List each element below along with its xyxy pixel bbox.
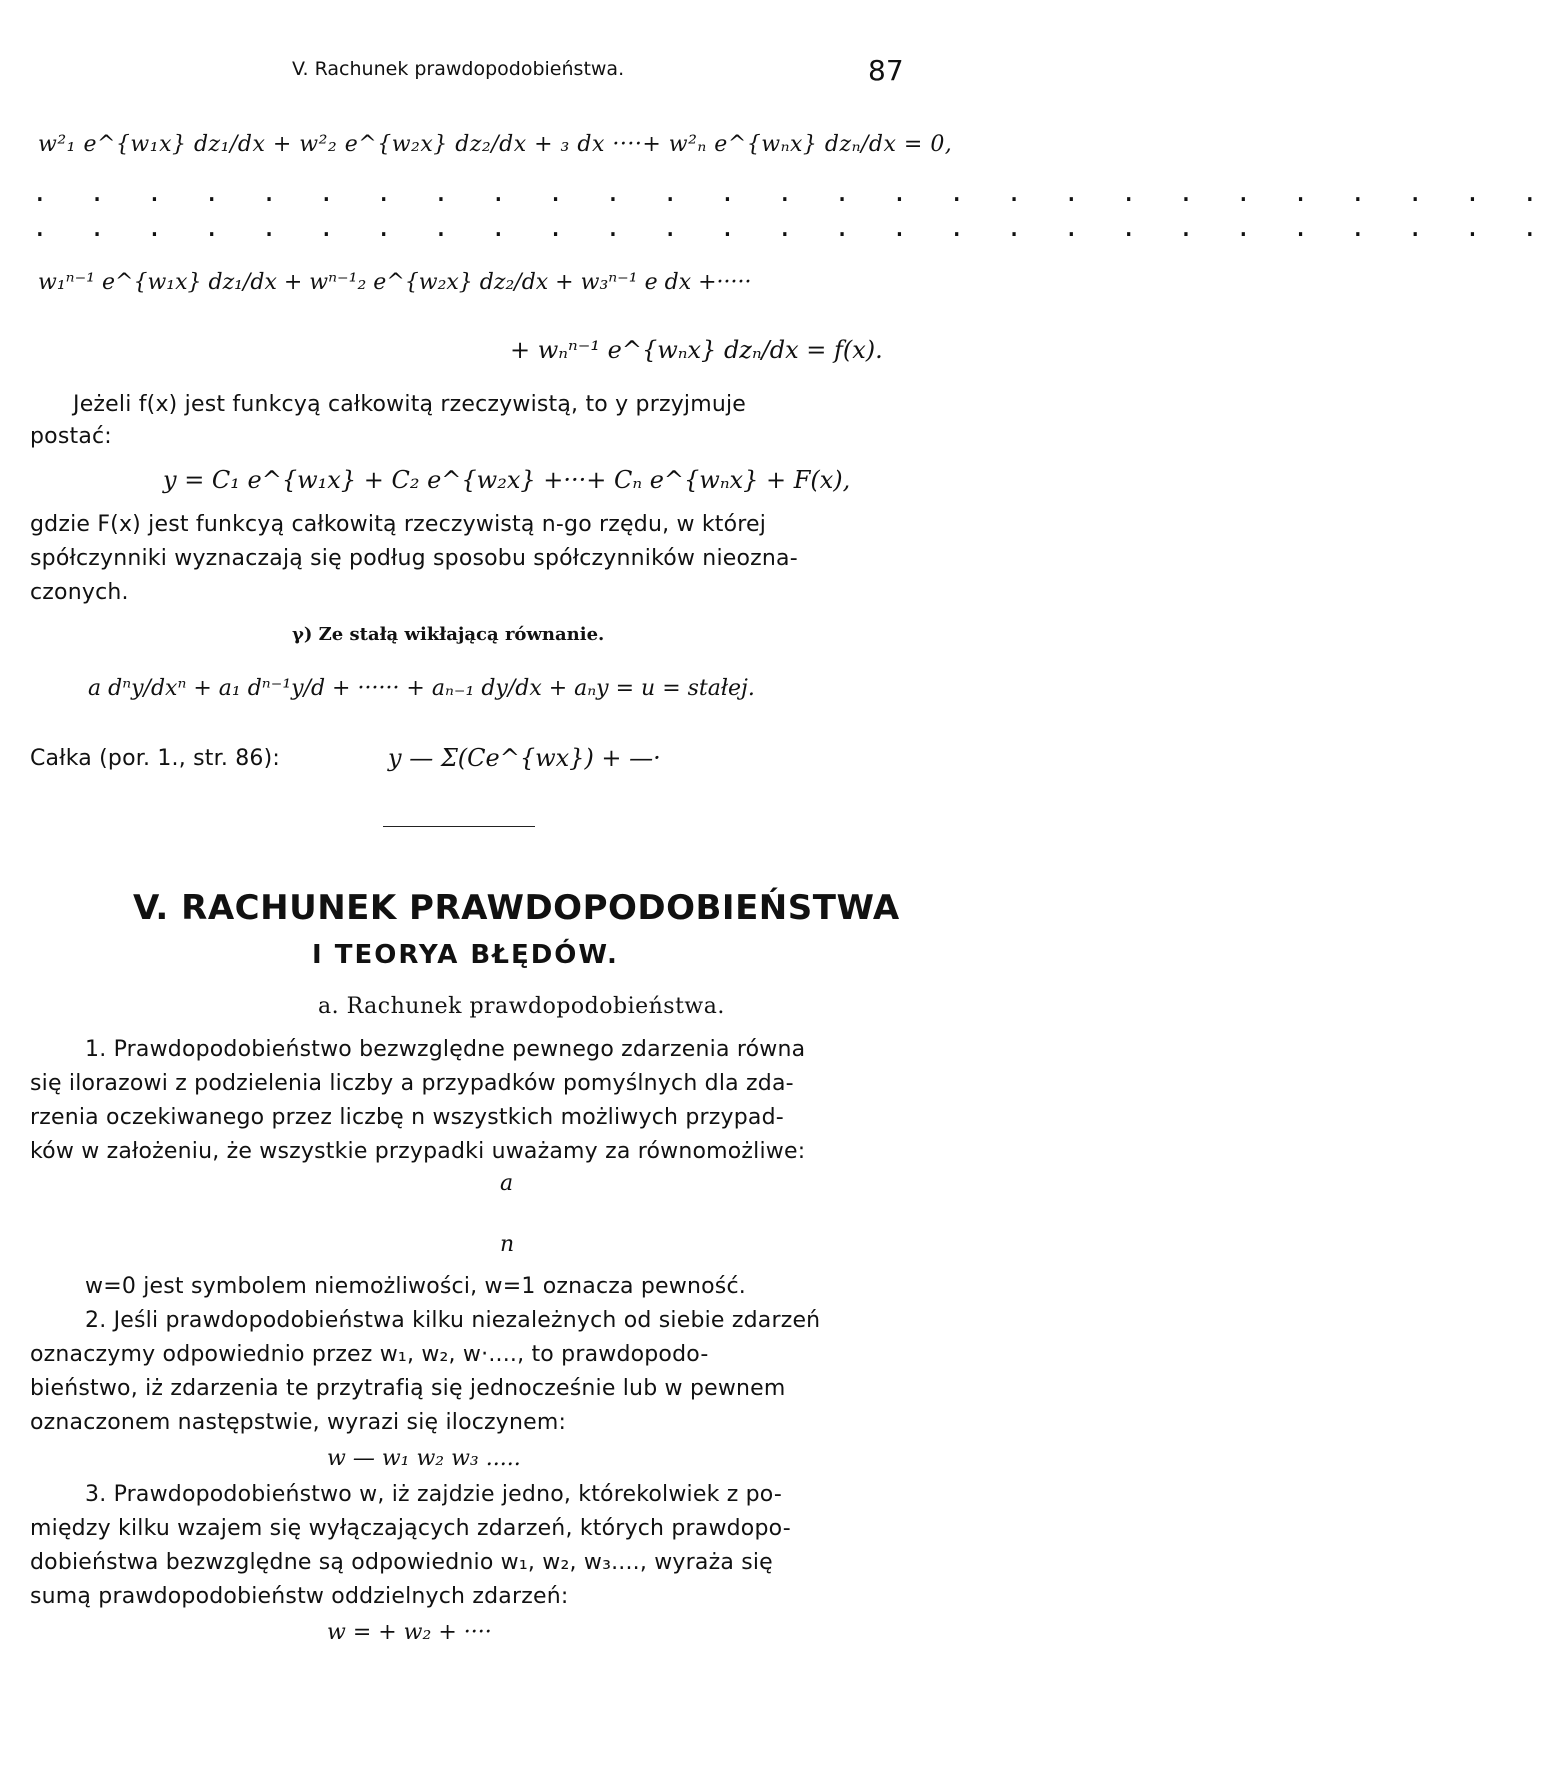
chapter-subtitle: I TEORYA BŁĘDÓW. [312, 940, 619, 970]
item-1-line: 1. Prawdopodobieństwo bezwzględne pewnego zdarzenia równa [85, 1037, 806, 1062]
equation-system-first-row: w²₁ e^{w₁x} dz₁/dx + w²₂ e^{w₂x} dz₂/dx + ₃ dx ····+ w²ₙ e^{wₙx} dzₙ/dx = 0, [38, 132, 953, 157]
paragraph-line: spółczynniki wyznaczają się podług sposobu spółczynników nieozna- [30, 546, 798, 571]
differential-equation: a dⁿy/dxⁿ + a₁ dⁿ⁻¹y/d + ······ + aₙ₋₁ dy/dx + aₙy = u = stałej. [88, 676, 755, 701]
running-title: V. Rachunek prawdopodobieństwa. [292, 58, 625, 80]
section-divider [383, 826, 535, 827]
sum-formula: w = + w₂ + ···· [327, 1620, 492, 1645]
section-heading-a: a. Rachunek prawdopodobieństwa. [318, 994, 725, 1019]
fraction-denominator: n [500, 1232, 515, 1257]
page-number: 87 [868, 54, 904, 87]
item-3-line: sumą prawdopodobieństw oddzielnych zdarzeń: [30, 1584, 569, 1609]
ellipsis-row-2: . . . . . . . . . . . . . . . . . . . . . . . . . . . [32, 213, 1551, 243]
paragraph-line: postać: [30, 424, 112, 449]
item-1-line: rzenia oczekiwanego przez liczbę n wszystkich możliwych przypad- [30, 1105, 784, 1130]
chapter-title: V. RACHUNEK PRAWDOPODOBIEŃSTWA [133, 888, 900, 928]
paragraph-line: Jeżeli f(x) jest funkcyą całkowitą rzeczywistą, to y przyjmuje [73, 392, 747, 417]
item-1-line: się ilorazowi z podzielenia liczby a przypadków pomyślnych dla zda- [30, 1071, 794, 1096]
item-1-line: ków w założeniu, że wszystkie przypadki uważamy za równomożliwe: [30, 1139, 806, 1164]
item-3-line: dobieństwa bezwzględne są odpowiednio w₁, w₂, w₃...., wyraża się [30, 1550, 773, 1575]
item-1-line: w=0 jest symbolem niemożliwości, w=1 oznacza pewność. [85, 1274, 746, 1299]
equation-system-last-row: w₁ⁿ⁻¹ e^{w₁x} dz₁/dx + wⁿ⁻¹₂ e^{w₂x} dz₂/dx + w₃ⁿ⁻¹ e dx +····· [38, 270, 752, 295]
item-2-line: oznaczonem następstwie, wyrazi się iloczynem: [30, 1410, 567, 1435]
ellipsis-row-1: . . . . . . . . . . . . . . . . . . . . . . . . . . . [32, 178, 1551, 208]
item-2-line: oznaczymy odpowiednio przez w₁, w₂, w·...., to prawdopodo- [30, 1342, 709, 1367]
general-solution-equation: y = C₁ e^{w₁x} + C₂ e^{w₂x} +···+ Cₙ e^{wₙx} + F(x), [163, 466, 851, 494]
paragraph-line: czonych. [30, 580, 129, 605]
equation-system-last-row-continued: + wₙⁿ⁻¹ e^{wₙx} dzₙ/dx = f(x). [510, 336, 883, 364]
product-formula: w — w₁ w₂ w₃ ..... [327, 1446, 521, 1471]
item-2-line: 2. Jeśli prawdopodobieństwa kilku niezależnych od siebie zdarzeń [85, 1308, 821, 1333]
paragraph-line: gdzie F(x) jest funkcyą całkowitą rzeczywistą n-go rzędu, w której [30, 512, 767, 537]
fraction-numerator: a [500, 1171, 514, 1196]
item-3-line: 3. Prawdopodobieństwo w, iż zajdzie jedno, którekolwiek z po- [85, 1482, 783, 1507]
subsection-heading-gamma: γ) Ze stałą wikłającą równanie. [292, 624, 605, 645]
item-2-line: bieństwo, iż zdarzenia te przytrafią się jednocześnie lub w pewnem [30, 1376, 786, 1401]
item-3-line: między kilku wzajem się wyłączających zdarzeń, których prawdopo- [30, 1516, 791, 1541]
integral-solution: y — Σ(Ce^{wx}) + —· [388, 744, 661, 772]
integral-reference-label: Całka (por. 1., str. 86): [30, 746, 281, 771]
